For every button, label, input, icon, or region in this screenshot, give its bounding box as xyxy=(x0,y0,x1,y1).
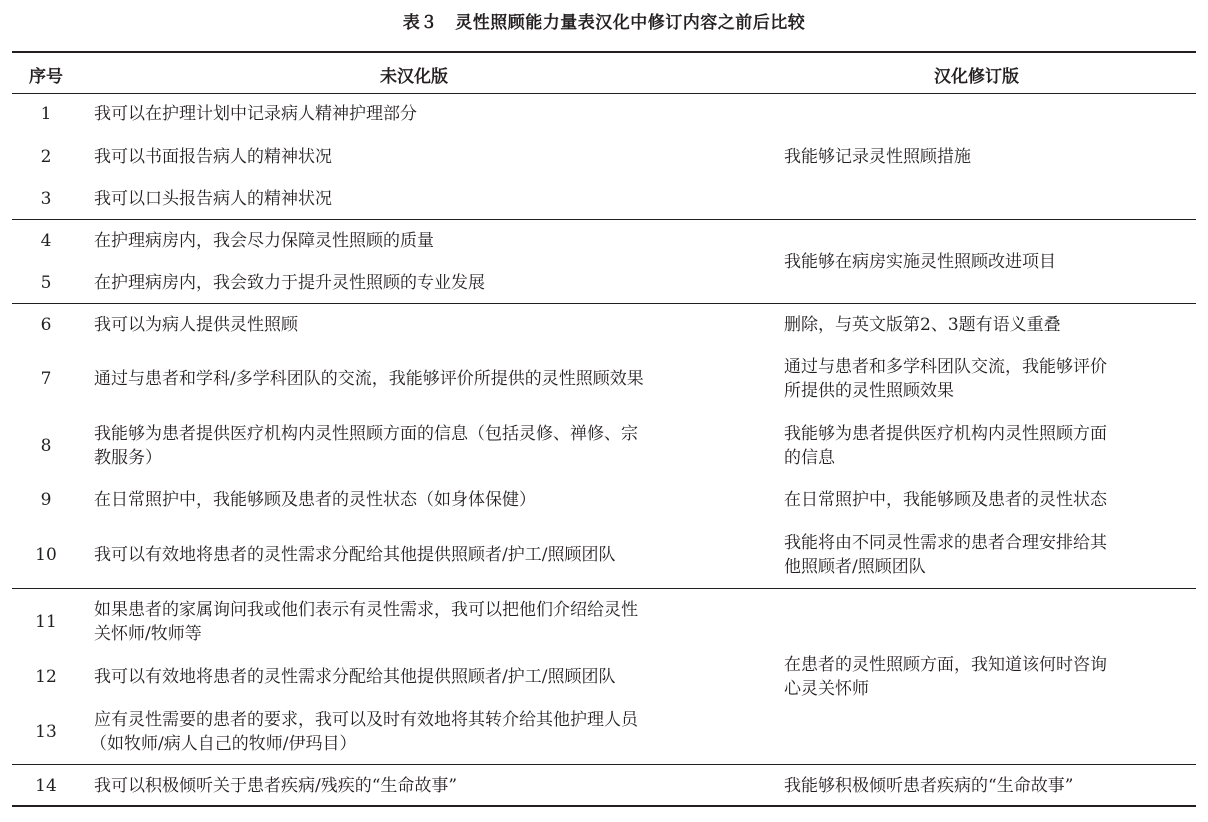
original-item: 应有灵性需要的患者的要求，我可以及时有效地将其转介给其他护理人员 xyxy=(94,710,638,730)
table-title: 表３ 灵性照顾能力量表汉化中修订内容之前后比较 xyxy=(402,13,806,33)
row-number: 8 xyxy=(40,436,52,456)
original-item: 如果患者的家属询问我或他们表示有灵性需求，我可以把他们介绍给灵性 xyxy=(94,600,638,620)
original-item: 我可以有效地将患者的灵性需求分配给其他提供照顾者/护工/照顾团队 xyxy=(94,667,616,687)
row-number: 5 xyxy=(40,273,52,293)
row-number: 6 xyxy=(40,315,52,335)
header-revised: 汉化修订版 xyxy=(934,67,1019,87)
revised-item: 所提供的灵性照顾效果 xyxy=(784,381,954,401)
original-item: 我可以积极倾听关于患者疾病/残疾的“生命故事” xyxy=(94,776,458,796)
row-number: 14 xyxy=(35,776,57,796)
revised-item: 我能够为患者提供医疗机构内灵性照顾方面 xyxy=(784,424,1107,444)
revised-item: 我能够在病房实施灵性照顾改进项目 xyxy=(784,252,1056,272)
row-number: 13 xyxy=(35,722,57,742)
revised-item: 通过与患者和多学科团队交流，我能够评价 xyxy=(784,357,1107,377)
revised-item: 的信息 xyxy=(784,448,835,468)
original-item: 我能够为患者提供医疗机构内灵性照顾方面的信息（包括灵修、禅修、宗 xyxy=(94,424,638,444)
revised-item: 他照顾者/照顾团队 xyxy=(784,557,926,577)
revised-item: 我能够积极倾听患者疾病的“生命故事” xyxy=(784,776,1074,796)
revised-item: 心灵关怀师 xyxy=(784,679,869,699)
original-item: 我可以口头报告病人的精神状况 xyxy=(94,189,332,209)
revised-item: 删除，与英文版第2、3题有语义重叠 xyxy=(784,315,1061,335)
original-item: 关怀师/牧师等 xyxy=(94,624,202,644)
original-item: 在护理病房内，我会致力于提升灵性照顾的专业发展 xyxy=(94,273,485,293)
group-rule xyxy=(12,303,1196,304)
original-item: 通过与患者和学科/多学科团队的交流，我能够评价所提供的灵性照顾效果 xyxy=(94,369,644,389)
revised-item: 在患者的灵性照顾方面，我知道该何时咨询 xyxy=(784,655,1107,675)
original-item: 我可以书面报告病人的精神状况 xyxy=(94,147,332,167)
row-number: 4 xyxy=(40,231,52,251)
revised-item: 在日常照护中，我能够顾及患者的灵性状态 xyxy=(784,490,1107,510)
row-number: 10 xyxy=(35,545,57,565)
original-item: 我可以在护理计划中记录病人精神护理部分 xyxy=(94,104,417,124)
header-rule xyxy=(12,93,1196,94)
original-item: 教服务） xyxy=(94,448,162,468)
group-rule xyxy=(12,219,1196,220)
group-rule xyxy=(12,588,1196,589)
header-original: 未汉化版 xyxy=(380,67,448,87)
row-number: 7 xyxy=(40,369,52,389)
original-item: 我可以有效地将患者的灵性需求分配给其他提供照顾者/护工/照顾团队 xyxy=(94,545,616,565)
table-bottom-rule xyxy=(12,805,1196,807)
row-number: 3 xyxy=(40,189,52,209)
original-item: 在护理病房内，我会尽力保障灵性照顾的质量 xyxy=(94,231,434,251)
header-no: 序号 xyxy=(29,67,63,87)
row-number: 12 xyxy=(35,667,57,687)
original-item: （如牧师/病人自己的牧师/伊玛目） xyxy=(90,734,357,754)
table-top-rule xyxy=(12,51,1196,53)
original-item: 我可以为病人提供灵性照顾 xyxy=(94,315,298,335)
original-item: 在日常照护中，我能够顾及患者的灵性状态（如身体保健） xyxy=(94,490,536,510)
row-number: 1 xyxy=(40,104,52,124)
row-number: 2 xyxy=(40,147,52,167)
revised-item: 我能将由不同灵性需求的患者合理安排给其 xyxy=(784,533,1107,553)
revised-item: 我能够记录灵性照顾措施 xyxy=(784,147,971,167)
row-number: 9 xyxy=(40,490,52,510)
group-rule xyxy=(12,764,1196,765)
row-number: 11 xyxy=(35,612,57,632)
